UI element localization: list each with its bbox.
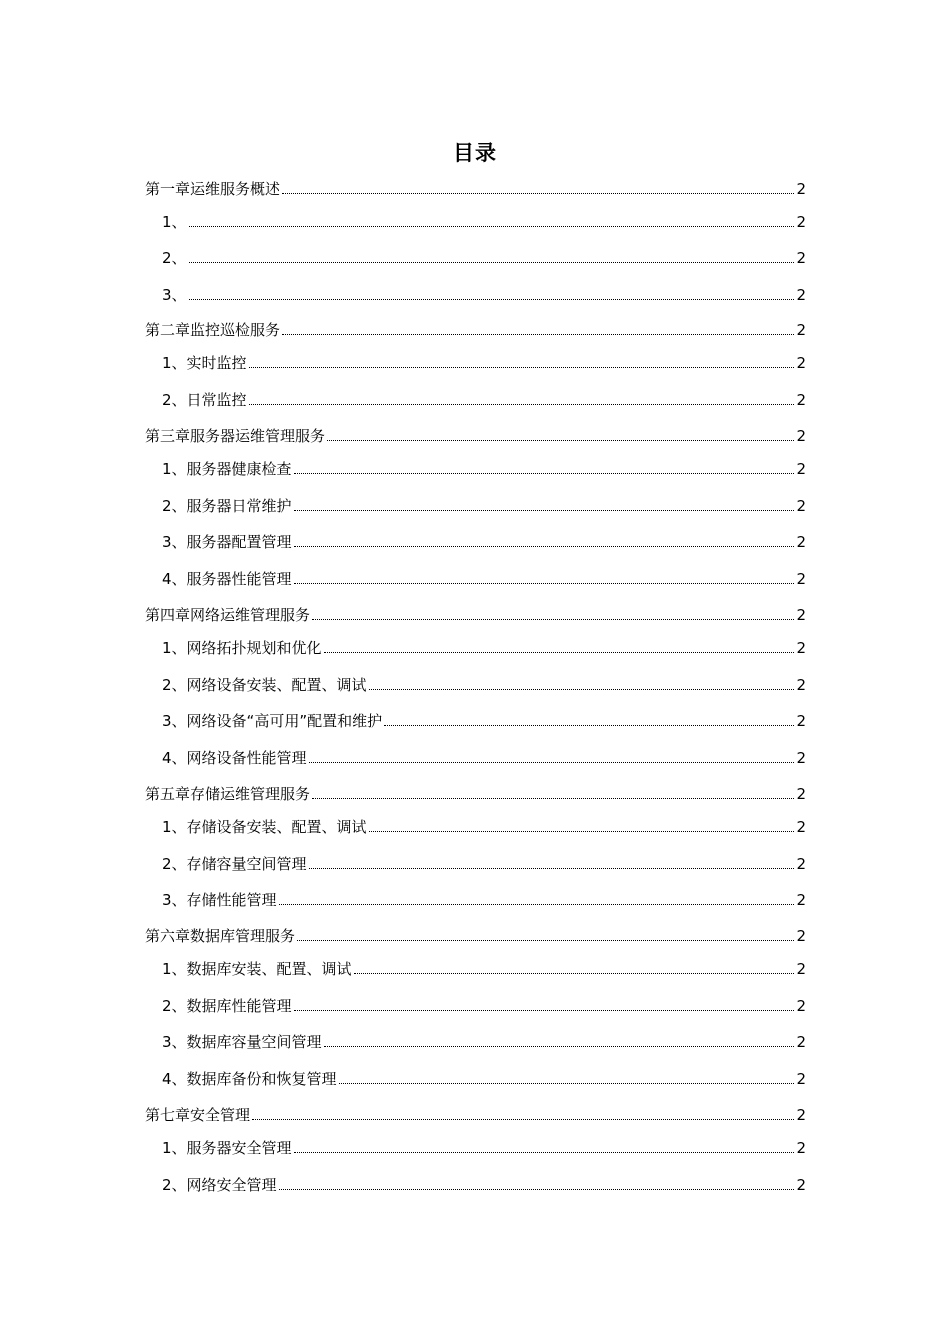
toc-section-entry[interactable] [162, 455, 806, 479]
toc-entry-label: 第四章网络运维管理服务 [145, 606, 311, 624]
toc-page-number: 2 [796, 960, 806, 978]
toc-page-number: 2 [796, 460, 806, 478]
toc-dot-leader [282, 333, 794, 335]
toc-chapter-entry[interactable] [145, 175, 806, 199]
toc-entry-label: 第五章存储运维管理服务 [145, 785, 311, 803]
toc-dot-leader [294, 1009, 795, 1011]
toc-dot-leader [279, 1188, 795, 1190]
toc-dot-leader [249, 403, 795, 405]
toc-dot-leader [189, 298, 795, 300]
toc-section-entry[interactable] [162, 565, 806, 589]
toc-page-number: 2 [796, 391, 806, 409]
toc-dot-leader [339, 1082, 795, 1084]
toc-entry-label: 第二章监控巡检服务 [145, 321, 281, 339]
toc-section-entry[interactable] [162, 671, 806, 695]
toc-page-number: 2 [796, 497, 806, 515]
toc-chapter-entry[interactable] [145, 922, 806, 946]
toc-chapter-entry[interactable] [145, 780, 806, 804]
toc-dot-leader [249, 366, 795, 368]
toc-page-number: 2 [796, 1070, 806, 1088]
toc-entry-label: 2、数据库性能管理 [162, 997, 292, 1015]
toc-page-number: 2 [796, 1033, 806, 1051]
toc-dot-leader [294, 472, 795, 474]
toc-page-number: 2 [796, 286, 806, 304]
toc-section-entry[interactable] [162, 1171, 806, 1195]
toc-entry-label: 1、存储设备安装、配置、调试 [162, 818, 367, 836]
toc-entry-label: 3、服务器配置管理 [162, 533, 292, 551]
toc-entry-label: 3、数据库容量空间管理 [162, 1033, 322, 1051]
toc-entry-label: 4、网络设备性能管理 [162, 749, 307, 767]
toc-dot-leader [312, 797, 794, 799]
toc-page-number: 2 [796, 818, 806, 836]
toc-page-number: 2 [796, 639, 806, 657]
toc-section-entry[interactable] [162, 528, 806, 552]
toc-page-number: 2 [796, 427, 806, 445]
toc-entry-label: 4、数据库备份和恢复管理 [162, 1070, 337, 1088]
toc-entry-label: 2、网络设备安装、配置、调试 [162, 676, 367, 694]
toc-section-entry[interactable] [162, 492, 806, 516]
toc-section-entry[interactable] [162, 886, 806, 910]
toc-entry-label: 1、服务器安全管理 [162, 1139, 292, 1157]
toc-section-entry[interactable] [162, 281, 806, 305]
toc-section-entry[interactable] [162, 244, 806, 268]
toc-dot-leader [324, 1045, 795, 1047]
toc-section-entry[interactable] [162, 992, 806, 1016]
toc-page-number: 2 [796, 785, 806, 803]
toc-dot-leader [327, 439, 794, 441]
toc-entry-label: 第六章数据库管理服务 [145, 927, 296, 945]
toc-entry-label: 2、服务器日常维护 [162, 497, 292, 515]
toc-dot-leader [369, 830, 795, 832]
toc-entry-label: 1、服务器健康检查 [162, 460, 292, 478]
toc-page-number: 2 [796, 749, 806, 767]
toc-page-number: 2 [796, 997, 806, 1015]
toc-page-number: 2 [796, 570, 806, 588]
toc-entry-label: 第三章服务器运维管理服务 [145, 427, 326, 445]
toc-section-entry[interactable] [162, 634, 806, 658]
toc-section-entry[interactable] [162, 1134, 806, 1158]
toc-chapter-entry[interactable] [145, 601, 806, 625]
toc-dot-leader [324, 651, 795, 653]
toc-entry-label: 第七章安全管理 [145, 1106, 251, 1124]
toc-dot-leader [279, 903, 795, 905]
toc-dot-leader [309, 761, 795, 763]
toc-page-number: 2 [796, 354, 806, 372]
toc-page-number: 2 [796, 676, 806, 694]
toc-dot-leader [294, 509, 795, 511]
toc-page-number: 2 [796, 1139, 806, 1157]
toc-page-number: 2 [796, 927, 806, 945]
toc-entry-label: 1、网络拓扑规划和优化 [162, 639, 322, 657]
toc-entry-label: 1、实时监控 [162, 354, 247, 372]
toc-entry-label: 3、网络设备“高可用”配置和维护 [162, 712, 383, 730]
toc-entry-label: 2、网络安全管理 [162, 1176, 277, 1194]
toc-section-entry[interactable] [162, 744, 806, 768]
toc-entry-label: 1、 [162, 213, 187, 231]
toc-entry-label: 3、存储性能管理 [162, 891, 277, 909]
toc-section-entry[interactable] [162, 813, 806, 837]
toc-dot-leader [282, 192, 794, 194]
toc-section-entry[interactable] [162, 850, 806, 874]
toc-section-entry[interactable] [162, 1065, 806, 1089]
toc-page-number: 2 [796, 249, 806, 267]
toc-page-number: 2 [796, 891, 806, 909]
toc-section-entry[interactable] [162, 208, 806, 232]
toc-chapter-entry[interactable] [145, 316, 806, 340]
toc-section-entry[interactable] [162, 386, 806, 410]
toc-chapter-entry[interactable] [145, 1101, 806, 1125]
toc-section-entry[interactable] [162, 349, 806, 373]
toc-page-number: 2 [796, 213, 806, 231]
toc-page-number: 2 [796, 533, 806, 551]
toc-dot-leader [294, 545, 795, 547]
toc-dot-leader [312, 618, 794, 620]
toc-section-entry[interactable] [162, 707, 806, 731]
toc-dot-leader [384, 724, 794, 726]
toc-dot-leader [294, 1151, 795, 1153]
toc-page-number: 2 [796, 1176, 806, 1194]
toc-page-number: 2 [796, 855, 806, 873]
toc-title: 目录 [453, 141, 497, 165]
toc-section-entry[interactable] [162, 1028, 806, 1052]
toc-dot-leader [252, 1118, 794, 1120]
toc-page-number: 2 [796, 180, 806, 198]
toc-dot-leader [309, 867, 795, 869]
toc-entry-label: 2、 [162, 249, 187, 267]
toc-dot-leader [369, 688, 795, 690]
toc-dot-leader [189, 225, 795, 227]
toc-section-entry[interactable] [162, 955, 806, 979]
toc-dot-leader [297, 939, 794, 941]
toc-dot-leader [189, 261, 795, 263]
toc-page-number: 2 [796, 1106, 806, 1124]
toc-entry-label: 3、 [162, 286, 187, 304]
toc-entry-label: 4、服务器性能管理 [162, 570, 292, 588]
toc-entry-label: 第一章运维服务概述 [145, 180, 281, 198]
toc-page-number: 2 [796, 606, 806, 624]
toc-page-number: 2 [796, 712, 806, 730]
toc-entry-label: 2、日常监控 [162, 391, 247, 409]
toc-dot-leader [294, 582, 795, 584]
toc-chapter-entry[interactable] [145, 422, 806, 446]
toc-entry-label: 1、数据库安装、配置、调试 [162, 960, 352, 978]
toc-dot-leader [354, 972, 795, 974]
toc-entry-label: 2、存储容量空间管理 [162, 855, 307, 873]
toc-page-number: 2 [796, 321, 806, 339]
